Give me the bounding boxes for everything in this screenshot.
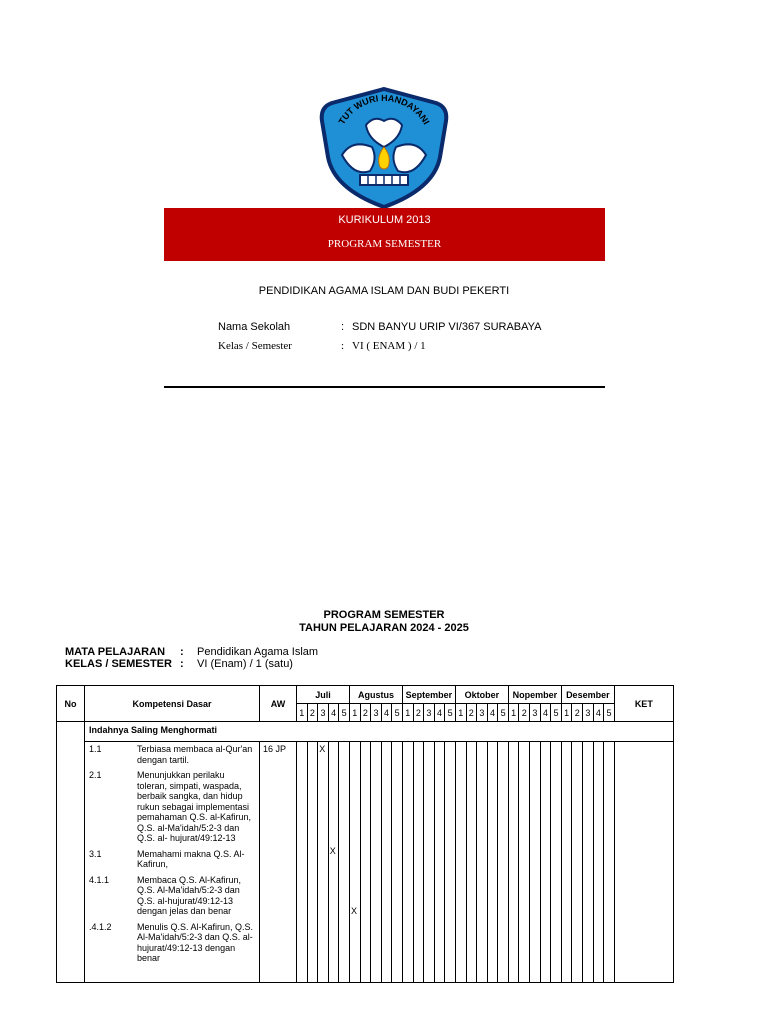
program-title: PROGRAM SEMESTER bbox=[323, 609, 445, 621]
tut-wuri-handayani-logo bbox=[316, 85, 452, 209]
kelas-label: KELAS / SEMESTER bbox=[65, 658, 172, 670]
kd-text: Menulis Q.S. Al-Kafirun, Q.S. Al-Ma'idah/5:2-3 dan Q.S. al-hujurat/49:12-13 dengan benar bbox=[137, 921, 254, 963]
aw-cell: 16 JP bbox=[260, 742, 297, 983]
mapel-value: Pendidikan Agama Islam bbox=[197, 646, 319, 658]
kd-number: 1.1 bbox=[89, 744, 102, 754]
schedule-mark: X bbox=[329, 846, 336, 856]
week-number: 4 bbox=[381, 704, 392, 722]
meta-mapel bbox=[65, 646, 318, 658]
program-semester-table bbox=[56, 685, 674, 983]
week-cell bbox=[508, 742, 519, 983]
kd-row bbox=[89, 849, 255, 870]
week-number: 3 bbox=[371, 704, 382, 722]
week-number: 2 bbox=[519, 704, 530, 722]
week-number: 1 bbox=[349, 704, 360, 722]
program-label: PROGRAM SEMESTER bbox=[327, 238, 442, 250]
schedule-mark: X bbox=[319, 744, 326, 754]
week-cell bbox=[339, 742, 350, 983]
header-no: No bbox=[57, 686, 85, 722]
kd-cell bbox=[85, 742, 260, 983]
week-cell bbox=[392, 742, 403, 983]
week-cell bbox=[413, 742, 424, 983]
mapel-sep: : bbox=[180, 646, 184, 658]
week-cell bbox=[551, 742, 562, 983]
school-value: SDN BANYU URIP VI/367 SURABAYA bbox=[352, 321, 542, 333]
week-number: 4 bbox=[328, 704, 339, 722]
week-cell bbox=[487, 742, 498, 983]
week-number: 2 bbox=[307, 704, 318, 722]
month-header: Oktober bbox=[455, 686, 508, 704]
week-number: 1 bbox=[561, 704, 572, 722]
week-number: 3 bbox=[477, 704, 488, 722]
program-year: TAHUN PELAJARAN 2024 - 2025 bbox=[299, 622, 469, 634]
week-number: 2 bbox=[572, 704, 583, 722]
week-cell bbox=[498, 742, 509, 983]
kd-row bbox=[89, 770, 255, 844]
kd-text: Membaca Q.S. Al-Kafirun, Q.S. Al-Ma'idah/5:2-3 dan Q.S. al-hujurat/49:12-13 dengan jelas dan benar bbox=[137, 874, 242, 916]
month-header: September bbox=[402, 686, 455, 704]
week-number: 4 bbox=[434, 704, 445, 722]
class-sep: : bbox=[341, 340, 345, 352]
week-cell bbox=[297, 742, 308, 983]
week-cell bbox=[349, 742, 360, 983]
week-number: 3 bbox=[424, 704, 435, 722]
week-number: 1 bbox=[508, 704, 519, 722]
week-number: 3 bbox=[530, 704, 541, 722]
class-label: Kelas / Semester bbox=[218, 340, 292, 352]
kd-text: Menunjukkan perilaku toleran, simpati, waspada, berbaik sangka, dan hidup rukun sebagai implementasi pemahaman Q.S. al-Kafirun, Q.S. al-Ma'idah/5:2-3 dan Q.S. al- hujurat/49:12-13 bbox=[137, 770, 252, 843]
meta-kelas bbox=[65, 658, 293, 670]
school-sep: : bbox=[341, 321, 345, 333]
week-number: 5 bbox=[498, 704, 509, 722]
section-title: Indahnya Saling Menghormati bbox=[85, 722, 674, 742]
week-cell bbox=[593, 742, 604, 983]
week-number: 4 bbox=[593, 704, 604, 722]
week-cell bbox=[455, 742, 466, 983]
no-cell bbox=[57, 722, 85, 983]
week-number: 5 bbox=[445, 704, 456, 722]
kd-row bbox=[89, 922, 255, 964]
curriculum-label: KURIKULUM 2013 bbox=[338, 214, 431, 226]
week-number: 5 bbox=[339, 704, 350, 722]
week-number: 5 bbox=[604, 704, 615, 722]
month-header: Agustus bbox=[349, 686, 402, 704]
week-cell bbox=[424, 742, 435, 983]
week-cell bbox=[530, 742, 541, 983]
week-cell bbox=[561, 742, 572, 983]
svg-text:TUT WURI HANDAYANI: TUT WURI HANDAYANI bbox=[336, 92, 432, 127]
week-number: 3 bbox=[583, 704, 594, 722]
kd-number: .4.1.2 bbox=[89, 921, 112, 932]
week-number: 5 bbox=[392, 704, 403, 722]
header-aw: AW bbox=[260, 686, 297, 722]
header-ket: KET bbox=[614, 686, 673, 722]
week-number: 4 bbox=[540, 704, 551, 722]
kd-row bbox=[89, 875, 255, 917]
week-cell bbox=[604, 742, 615, 983]
week-number: 4 bbox=[487, 704, 498, 722]
week-number: 3 bbox=[318, 704, 329, 722]
week-number: 1 bbox=[402, 704, 413, 722]
mapel-label: MATA PELAJARAN bbox=[65, 646, 166, 658]
week-number: 2 bbox=[466, 704, 477, 722]
week-cell bbox=[466, 742, 477, 983]
month-header: Juli bbox=[297, 686, 350, 704]
week-number: 1 bbox=[455, 704, 466, 722]
week-number: 2 bbox=[413, 704, 424, 722]
week-number: 1 bbox=[297, 704, 308, 722]
week-cell bbox=[540, 742, 551, 983]
week-cell bbox=[328, 742, 339, 983]
subject-title: PENDIDIKAN AGAMA ISLAM DAN BUDI PEKERTI bbox=[258, 285, 510, 297]
week-number: 2 bbox=[360, 704, 371, 722]
kd-number: 4.1.1 bbox=[89, 874, 110, 885]
week-cell bbox=[360, 742, 371, 983]
week-cell bbox=[583, 742, 594, 983]
program-semester-title bbox=[0, 609, 768, 635]
week-cell bbox=[402, 742, 413, 983]
month-header: Desember bbox=[561, 686, 614, 704]
week-cell bbox=[381, 742, 392, 983]
week-cell bbox=[434, 742, 445, 983]
kd-row bbox=[89, 744, 255, 765]
month-header: Nopember bbox=[508, 686, 561, 704]
schedule-mark: X bbox=[350, 906, 357, 916]
week-cell bbox=[477, 742, 488, 983]
header-kd: Kompetensi Dasar bbox=[85, 686, 260, 722]
kd-text: Terbiasa membaca al-Qur'an dengan tartil. bbox=[137, 744, 253, 765]
class-value: VI ( ENAM ) / 1 bbox=[352, 340, 426, 352]
ket-cell bbox=[614, 742, 673, 983]
kelas-sep: : bbox=[180, 658, 184, 670]
kelas-value: VI (Enam) / 1 (satu) bbox=[197, 658, 293, 670]
kd-text: Memahami makna Q.S. Al-Kafirun, bbox=[137, 848, 245, 869]
week-cell bbox=[307, 742, 318, 983]
week-number: 5 bbox=[551, 704, 562, 722]
week-cell bbox=[572, 742, 583, 983]
title-banner bbox=[164, 208, 605, 261]
week-cell bbox=[519, 742, 530, 983]
week-cell bbox=[445, 742, 456, 983]
kd-number: 3.1 bbox=[89, 848, 102, 859]
week-cell bbox=[318, 742, 329, 983]
divider bbox=[164, 386, 605, 388]
school-label: Nama Sekolah bbox=[218, 321, 291, 333]
kd-number: 2.1 bbox=[89, 770, 102, 780]
week-cell bbox=[371, 742, 382, 983]
